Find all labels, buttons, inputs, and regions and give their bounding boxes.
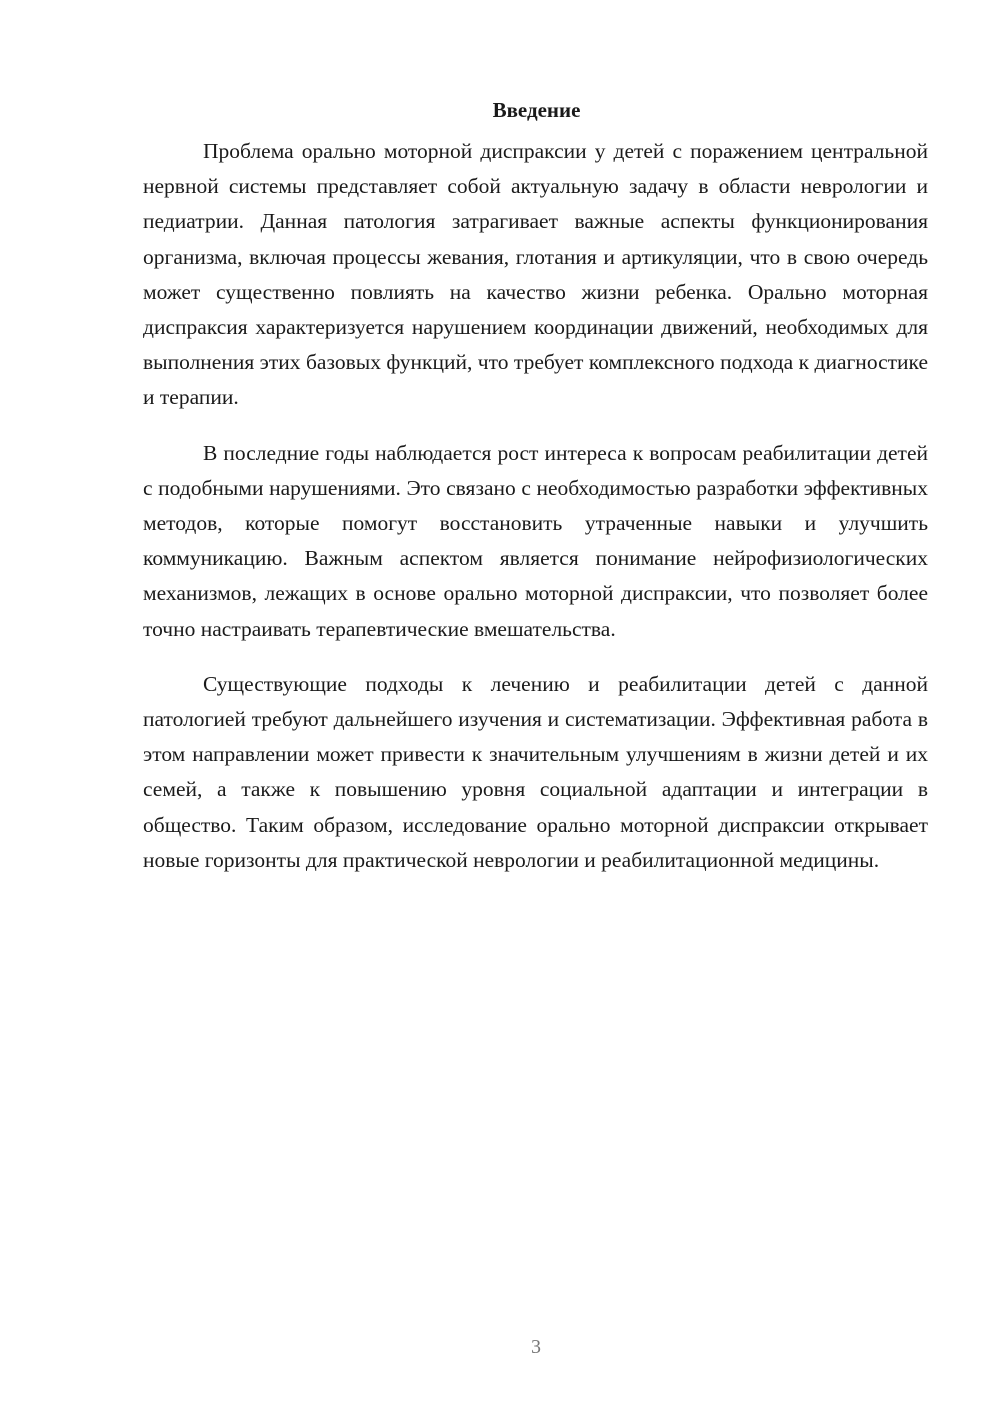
paragraph-2: В последние годы наблюдается рост интереса к вопросам реабилитации детей с подобными нарушениями. Это связано с необходимостью разработки эффективных методов, которые помогут восстановить утраченные навыки и улучшить коммуникацию. Важным аспектом является понимание нейрофизиологических механизмов, лежащих в основе орально моторной диспраксии, что позволяет более точно настраивать терапевтические вмешательства. bbox=[143, 440, 928, 641]
page-content bbox=[143, 96, 928, 878]
page-number: 3 bbox=[531, 1336, 541, 1358]
section-title: Введение bbox=[492, 98, 581, 122]
paragraph-3: Существующие подходы к лечению и реабилитации детей с данной патологией требуют дальнейшего изучения и систематизации. Эффективная работа в этом направлении может привести к значительным улучшениям в жизни детей и их семей, а также к повышению уровня социальной адаптации и интеграции в общество. Таким образом, исследование орально моторной диспраксии открывает новые горизонты для практической неврологии и реабилитационной медицины. bbox=[143, 671, 928, 872]
paragraph-1: Проблема орально моторной диспраксии у детей с поражением центральной нервной системы представляет собой актуальную задачу в области неврологии и педиатрии. Данная патология затрагивает важные аспекты функционирования организма, включая процессы жевания, глотания и артикуляции, что в свою очередь может существенно повлиять на качество жизни ребенка. Орально моторная диспраксия характеризуется нарушением координации движений, необходимых для выполнения этих базовых функций, что требует комплексного подхода к диагностике и терапии. bbox=[143, 139, 928, 410]
